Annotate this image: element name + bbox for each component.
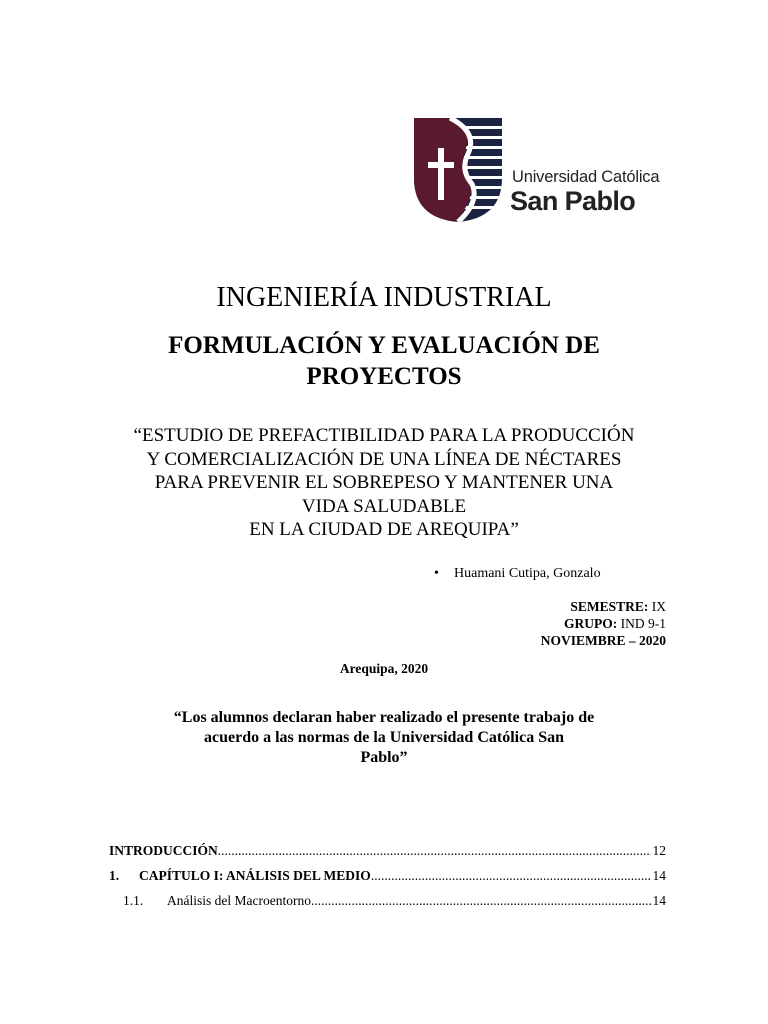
- toc-entry-number: 1.1.: [123, 893, 144, 908]
- place-date: Arequipa, 2020: [339, 661, 429, 676]
- grupo-label: GRUPO:: [564, 616, 618, 631]
- author-name: Huamani Cutipa, Gonzalo: [454, 566, 601, 581]
- date-line: NOVIEMBRE – 2020: [540, 633, 666, 648]
- course-title-line: PROYECTOS: [306, 363, 462, 390]
- semestre-value: IX: [648, 599, 666, 614]
- course-title: [0, 330, 768, 392]
- semestre-line: [541, 598, 666, 615]
- university-shield-icon: [414, 118, 504, 222]
- declaration-line: “Los alumnos declaran haber realizado el presente trabajo de: [173, 709, 595, 726]
- study-title-line: VIDA SALUDABLE: [301, 495, 467, 517]
- toc-entry[interactable]: [109, 868, 666, 893]
- toc-entry-page: 14: [652, 868, 666, 883]
- logo-university-name: Universidad Católica: [512, 168, 660, 186]
- declaration-line: acuerdo a las normas de la Universidad Católica San: [203, 729, 564, 746]
- study-title-line: EN LA CIUDAD DE AREQUIPA”: [249, 519, 519, 540]
- toc-entry-label: Análisis del Macroentorno: [167, 893, 311, 908]
- toc-entry-page: 14: [652, 893, 666, 908]
- toc-entry-label: CAPÍTULO I: ANÁLISIS DEL MEDIO: [139, 868, 371, 883]
- university-logo: [414, 118, 670, 222]
- study-title-line: “ESTUDIO DE PREFACTIBILIDAD PARA LA PRODUCCIÓN: [133, 425, 635, 446]
- semestre-label: SEMESTRE:: [570, 599, 649, 614]
- author-item: [434, 566, 601, 582]
- logo-san-pablo: San Pablo: [510, 186, 636, 216]
- table-of-contents: [109, 843, 666, 918]
- study-title-line: Y COMERCIALIZACIÓN DE UNA LÍNEA DE NÉCTARES: [146, 448, 622, 470]
- toc-entry[interactable]: [109, 893, 666, 918]
- bullet-icon: •: [434, 566, 439, 581]
- study-title: [0, 424, 768, 542]
- declaration: [0, 708, 768, 768]
- toc-entry-number: 1.: [109, 868, 120, 883]
- career-title: INGENIERÍA INDUSTRIAL: [216, 282, 552, 313]
- toc-entry[interactable]: [109, 843, 666, 868]
- toc-entry-label: INTRODUCCIÓN: [109, 843, 218, 858]
- toc-leader-dots: [218, 843, 651, 859]
- declaration-line: Pablo”: [360, 749, 408, 766]
- toc-leader-dots: [311, 893, 651, 909]
- grupo-line: [541, 615, 666, 632]
- course-title-line: FORMULACIÓN Y EVALUACIÓN DE: [168, 332, 600, 359]
- grupo-value: IND 9-1: [617, 616, 666, 631]
- course-meta: [541, 598, 666, 649]
- study-title-line: PARA PREVENIR EL SOBREPESO Y MANTENER UNA: [154, 472, 614, 493]
- toc-leader-dots: [371, 868, 651, 884]
- toc-entry-page: 12: [652, 843, 666, 858]
